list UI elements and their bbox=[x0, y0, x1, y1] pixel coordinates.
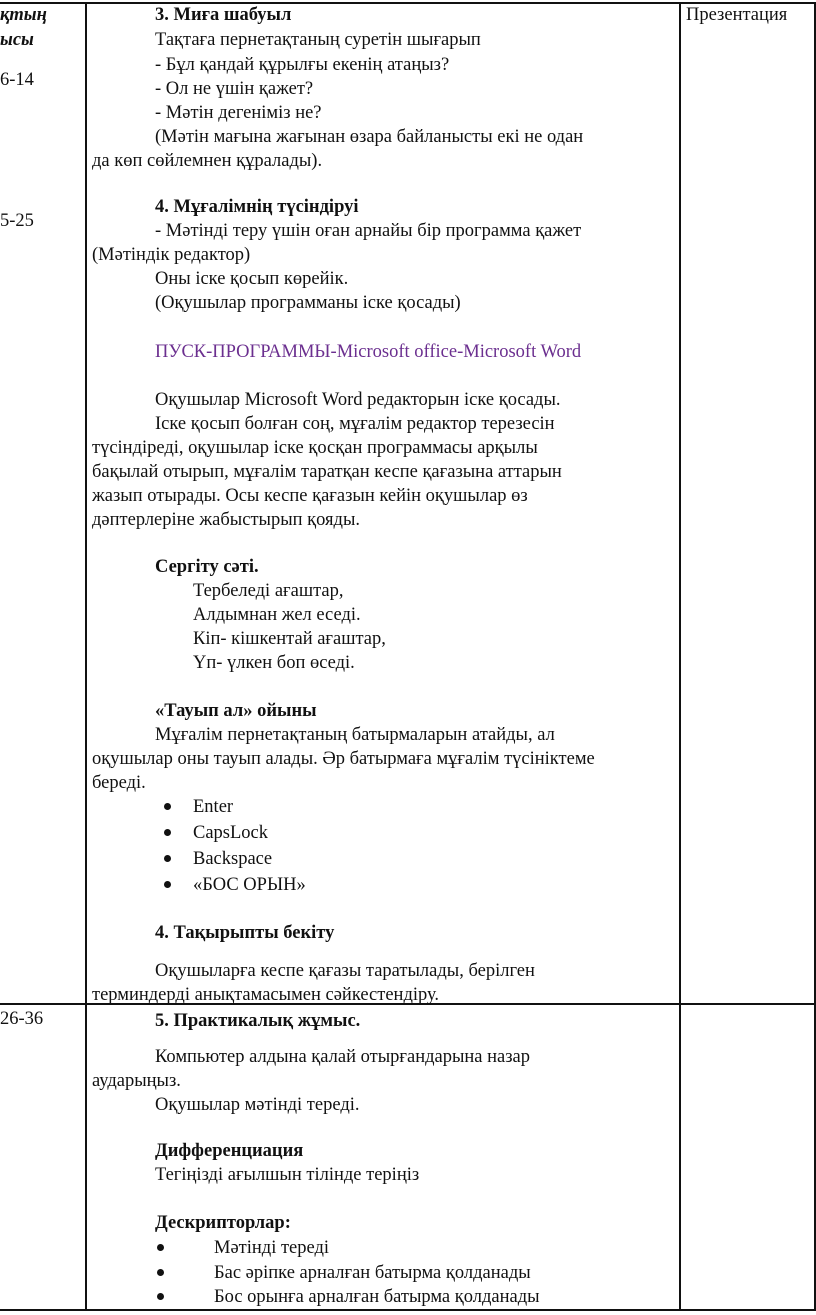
section-5-line: Оқушылар мәтінді тереді. bbox=[155, 1095, 360, 1115]
section-4b-line: Оқушыларға кеспе қағазы таратылады, берілген bbox=[155, 961, 535, 981]
section-4-line: Оқушылар Microsoft Word редакторын іске қосады. bbox=[155, 390, 561, 410]
section-3-line: Тақтаға пернетақтаның суретін шығарып bbox=[155, 30, 481, 50]
bullet-icon bbox=[164, 803, 171, 810]
column-divider-1 bbox=[85, 2, 87, 1311]
section-4-line: Іске қосып болған соң, мұғалім редактор терезесін bbox=[155, 414, 555, 434]
game-line: Мұғалім пернетақтаның батырмаларын атайды, ал bbox=[155, 725, 555, 745]
section-4-line: Оны іске қосып көрейік. bbox=[155, 269, 349, 289]
section-5-line: Компьютер алдына қалай отырғандарына назар bbox=[155, 1047, 531, 1067]
section-4-line: (Оқушылар программаны іске қосады) bbox=[155, 293, 461, 313]
poem-line: Тербеледі ағаштар, bbox=[193, 581, 344, 601]
section-5-title: 5. Практикалық жұмыс. bbox=[155, 1011, 361, 1031]
bullet-icon bbox=[164, 881, 171, 888]
poem-line: Үп- үлкен боп өседі. bbox=[193, 653, 355, 673]
descriptor-item: Бос орынға арналған батырма қолданады bbox=[214, 1287, 540, 1307]
section-3-line: (Мәтін мағына жағынан өзара байланысты екі не одан bbox=[155, 127, 584, 147]
game-title: «Тауып ал» ойыны bbox=[155, 701, 317, 721]
time-range-3: 26-36 bbox=[0, 1009, 44, 1029]
section-4-line: түсіндіреді, оқушылар іске қосқан программасы арқылы bbox=[92, 438, 538, 458]
section-4b-line: терминдерді анықтамасымен сәйкестендіру. bbox=[92, 985, 440, 1005]
sergitu-title: Сергіту сәті. bbox=[155, 557, 259, 577]
differentiation-title: Дифференциация bbox=[155, 1141, 304, 1161]
section-4-line: дәптерлеріне жабыстырып қояды. bbox=[92, 510, 361, 530]
resource-presentation: Презентация bbox=[686, 5, 788, 25]
bullet-icon bbox=[164, 829, 171, 836]
table-bottom-border bbox=[0, 1309, 816, 1311]
program-path: ПУСК-ПРОГРАММЫ-Microsoft office-Microsoft Word bbox=[155, 342, 582, 362]
bullet-icon bbox=[164, 855, 171, 862]
bullet-icon bbox=[157, 1293, 164, 1300]
game-line: оқушылар оны тауып алады. Әр батырмаға мұғалім түсініктеме bbox=[92, 749, 595, 769]
section-3-line: - Мәтін дегеніміз не? bbox=[155, 103, 322, 123]
section-3-line: да көп сөйлемнен құралады). bbox=[92, 151, 323, 171]
section-3-line: - Ол не үшін қажет? bbox=[155, 79, 314, 99]
section-4-line: жазып отырады. Осы кеспе қағазын кейін оқушылар өз bbox=[92, 486, 528, 506]
section-5-line: аударыңыз. bbox=[92, 1071, 181, 1091]
section-4-line: (Мәтіндік редактор) bbox=[92, 245, 251, 265]
time-header-line1: қтың bbox=[0, 5, 47, 25]
time-range-1: 6-14 bbox=[0, 70, 34, 90]
time-range-2: 5-25 bbox=[0, 211, 34, 231]
key-item: «БОС ОРЫН» bbox=[193, 875, 306, 895]
section-3-line: - Бұл қандай құрылғы екенің атаңыз? bbox=[155, 55, 450, 75]
descriptor-item: Бас әріпке арналған батырма қолданады bbox=[214, 1263, 531, 1283]
key-item: Backspace bbox=[193, 849, 273, 869]
column-divider-2 bbox=[679, 2, 681, 1311]
bullet-icon bbox=[157, 1269, 164, 1276]
time-header-line2: ысы bbox=[0, 30, 34, 50]
differentiation-line: Тегіңізді ағылшын тілінде теріңіз bbox=[155, 1165, 420, 1185]
section-4-line: бақылай отырып, мұғалім таратқан кеспе қағазына аттарын bbox=[92, 462, 562, 482]
descriptors-title: Дескрипторлар: bbox=[155, 1213, 291, 1233]
section-3-title: 3. Миға шабуыл bbox=[155, 5, 292, 25]
poem-line: Кіп- кішкентай ағаштар, bbox=[193, 629, 386, 649]
section-4-line: - Мәтінді теру үшін оған арнайы бір программа қажет bbox=[155, 221, 582, 241]
key-item: CapsLock bbox=[193, 823, 269, 843]
poem-line: Алдымнан жел еседі. bbox=[193, 605, 361, 625]
bullet-icon bbox=[157, 1244, 164, 1251]
key-item: Enter bbox=[193, 797, 234, 817]
game-line: береді. bbox=[92, 773, 146, 793]
section-4b-title: 4. Тақырыпты бекіту bbox=[155, 923, 335, 943]
descriptor-item: Мәтінді тереді bbox=[214, 1238, 330, 1258]
section-4-title: 4. Мұғалімнің түсіндіруі bbox=[155, 197, 359, 217]
